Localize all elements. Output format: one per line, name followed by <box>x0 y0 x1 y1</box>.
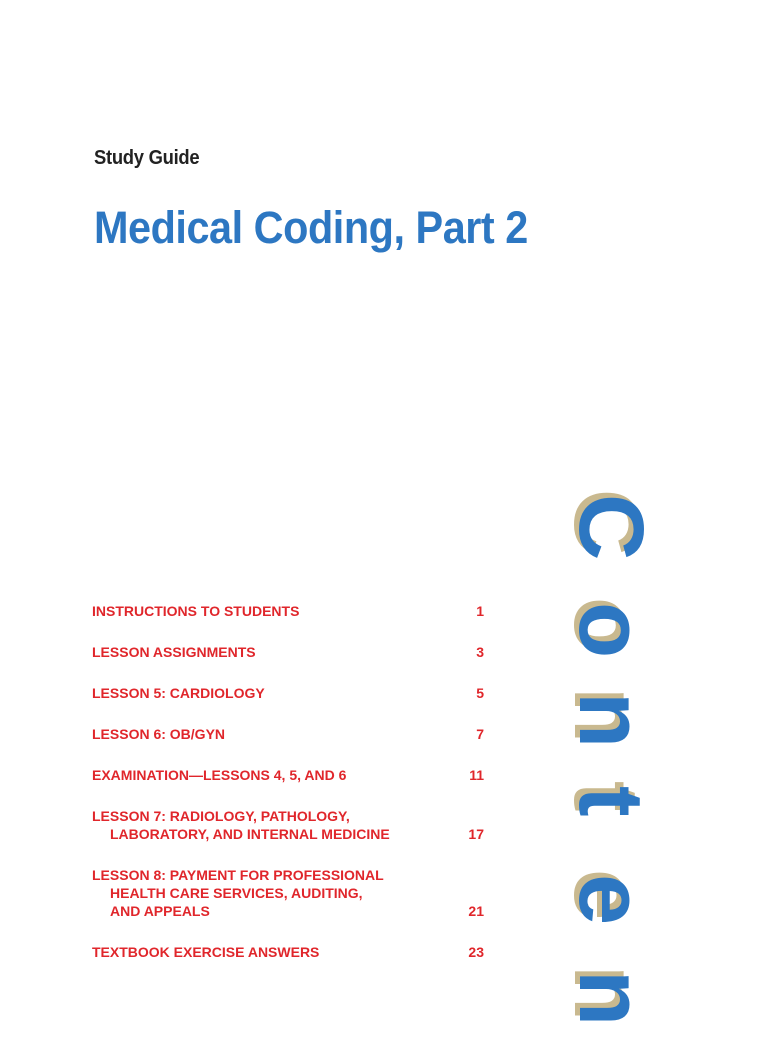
toc-entry-title-line: LESSON 6: OB/GYN <box>92 726 226 742</box>
toc-entry-title <box>92 766 346 784</box>
toc-entry-page-number: 21 <box>468 903 484 919</box>
toc-entry-title <box>92 866 384 920</box>
toc-entry-title <box>92 643 256 661</box>
contents-heading-letter: o <box>560 602 662 659</box>
toc-entry-title <box>92 725 225 743</box>
toc-entry-page-number: 5 <box>476 685 484 701</box>
toc-entry-page-number: 11 <box>469 767 484 783</box>
toc-entry <box>92 643 484 661</box>
toc-entry-title-line: AND APPEALS <box>110 903 210 919</box>
toc-entry <box>92 807 484 843</box>
contents-vertical-heading <box>560 494 662 1054</box>
toc-entry <box>92 866 484 920</box>
toc-entry-title-line: LESSON 7: RADIOLOGY, PATHOLOGY, <box>92 808 350 824</box>
document-title: Medical Coding, Part 2 <box>94 202 528 253</box>
toc-entry <box>92 725 484 743</box>
toc-entry <box>92 602 484 620</box>
toc-entry-page-number: 17 <box>468 826 484 842</box>
toc-entry-title <box>92 602 299 620</box>
contents-heading-letter: e <box>560 874 662 926</box>
contents-heading-letter: n <box>560 692 662 749</box>
toc-entry <box>92 943 484 961</box>
toc-entry-title-line: TEXTBOOK EXERCISE ANSWERS <box>92 944 320 960</box>
table-of-contents <box>92 602 484 984</box>
toc-entry-title-line: LABORATORY, AND INTERNAL MEDICINE <box>110 826 390 842</box>
toc-entry-title-line: INSTRUCTIONS TO STUDENTS <box>92 603 300 619</box>
toc-entry <box>92 684 484 702</box>
toc-entry-title <box>92 807 390 843</box>
toc-entry-page-number: 3 <box>476 644 484 660</box>
contents-heading-letter: C <box>560 494 662 561</box>
toc-entry-title-line: LESSON 5: CARDIOLOGY <box>92 685 265 701</box>
contents-heading-letter: n <box>560 970 662 1027</box>
toc-entry-page-number: 7 <box>476 726 484 742</box>
toc-entry-title-line: HEALTH CARE SERVICES, AUDITING, <box>110 885 363 901</box>
contents-heading-letter: t <box>560 786 662 817</box>
toc-entry-title-line: EXAMINATION—LESSONS 4, 5, AND 6 <box>92 767 347 783</box>
guide-label: Study Guide <box>94 147 200 169</box>
toc-entry-title <box>92 684 265 702</box>
toc-entry-title-line: LESSON 8: PAYMENT FOR PROFESSIONAL <box>92 867 384 883</box>
toc-entry-title-line: LESSON ASSIGNMENTS <box>92 644 256 660</box>
toc-entry <box>92 766 484 784</box>
toc-entry-title <box>92 943 319 961</box>
toc-entry-page-number: 23 <box>468 944 484 960</box>
toc-entry-page-number: 1 <box>476 603 484 619</box>
